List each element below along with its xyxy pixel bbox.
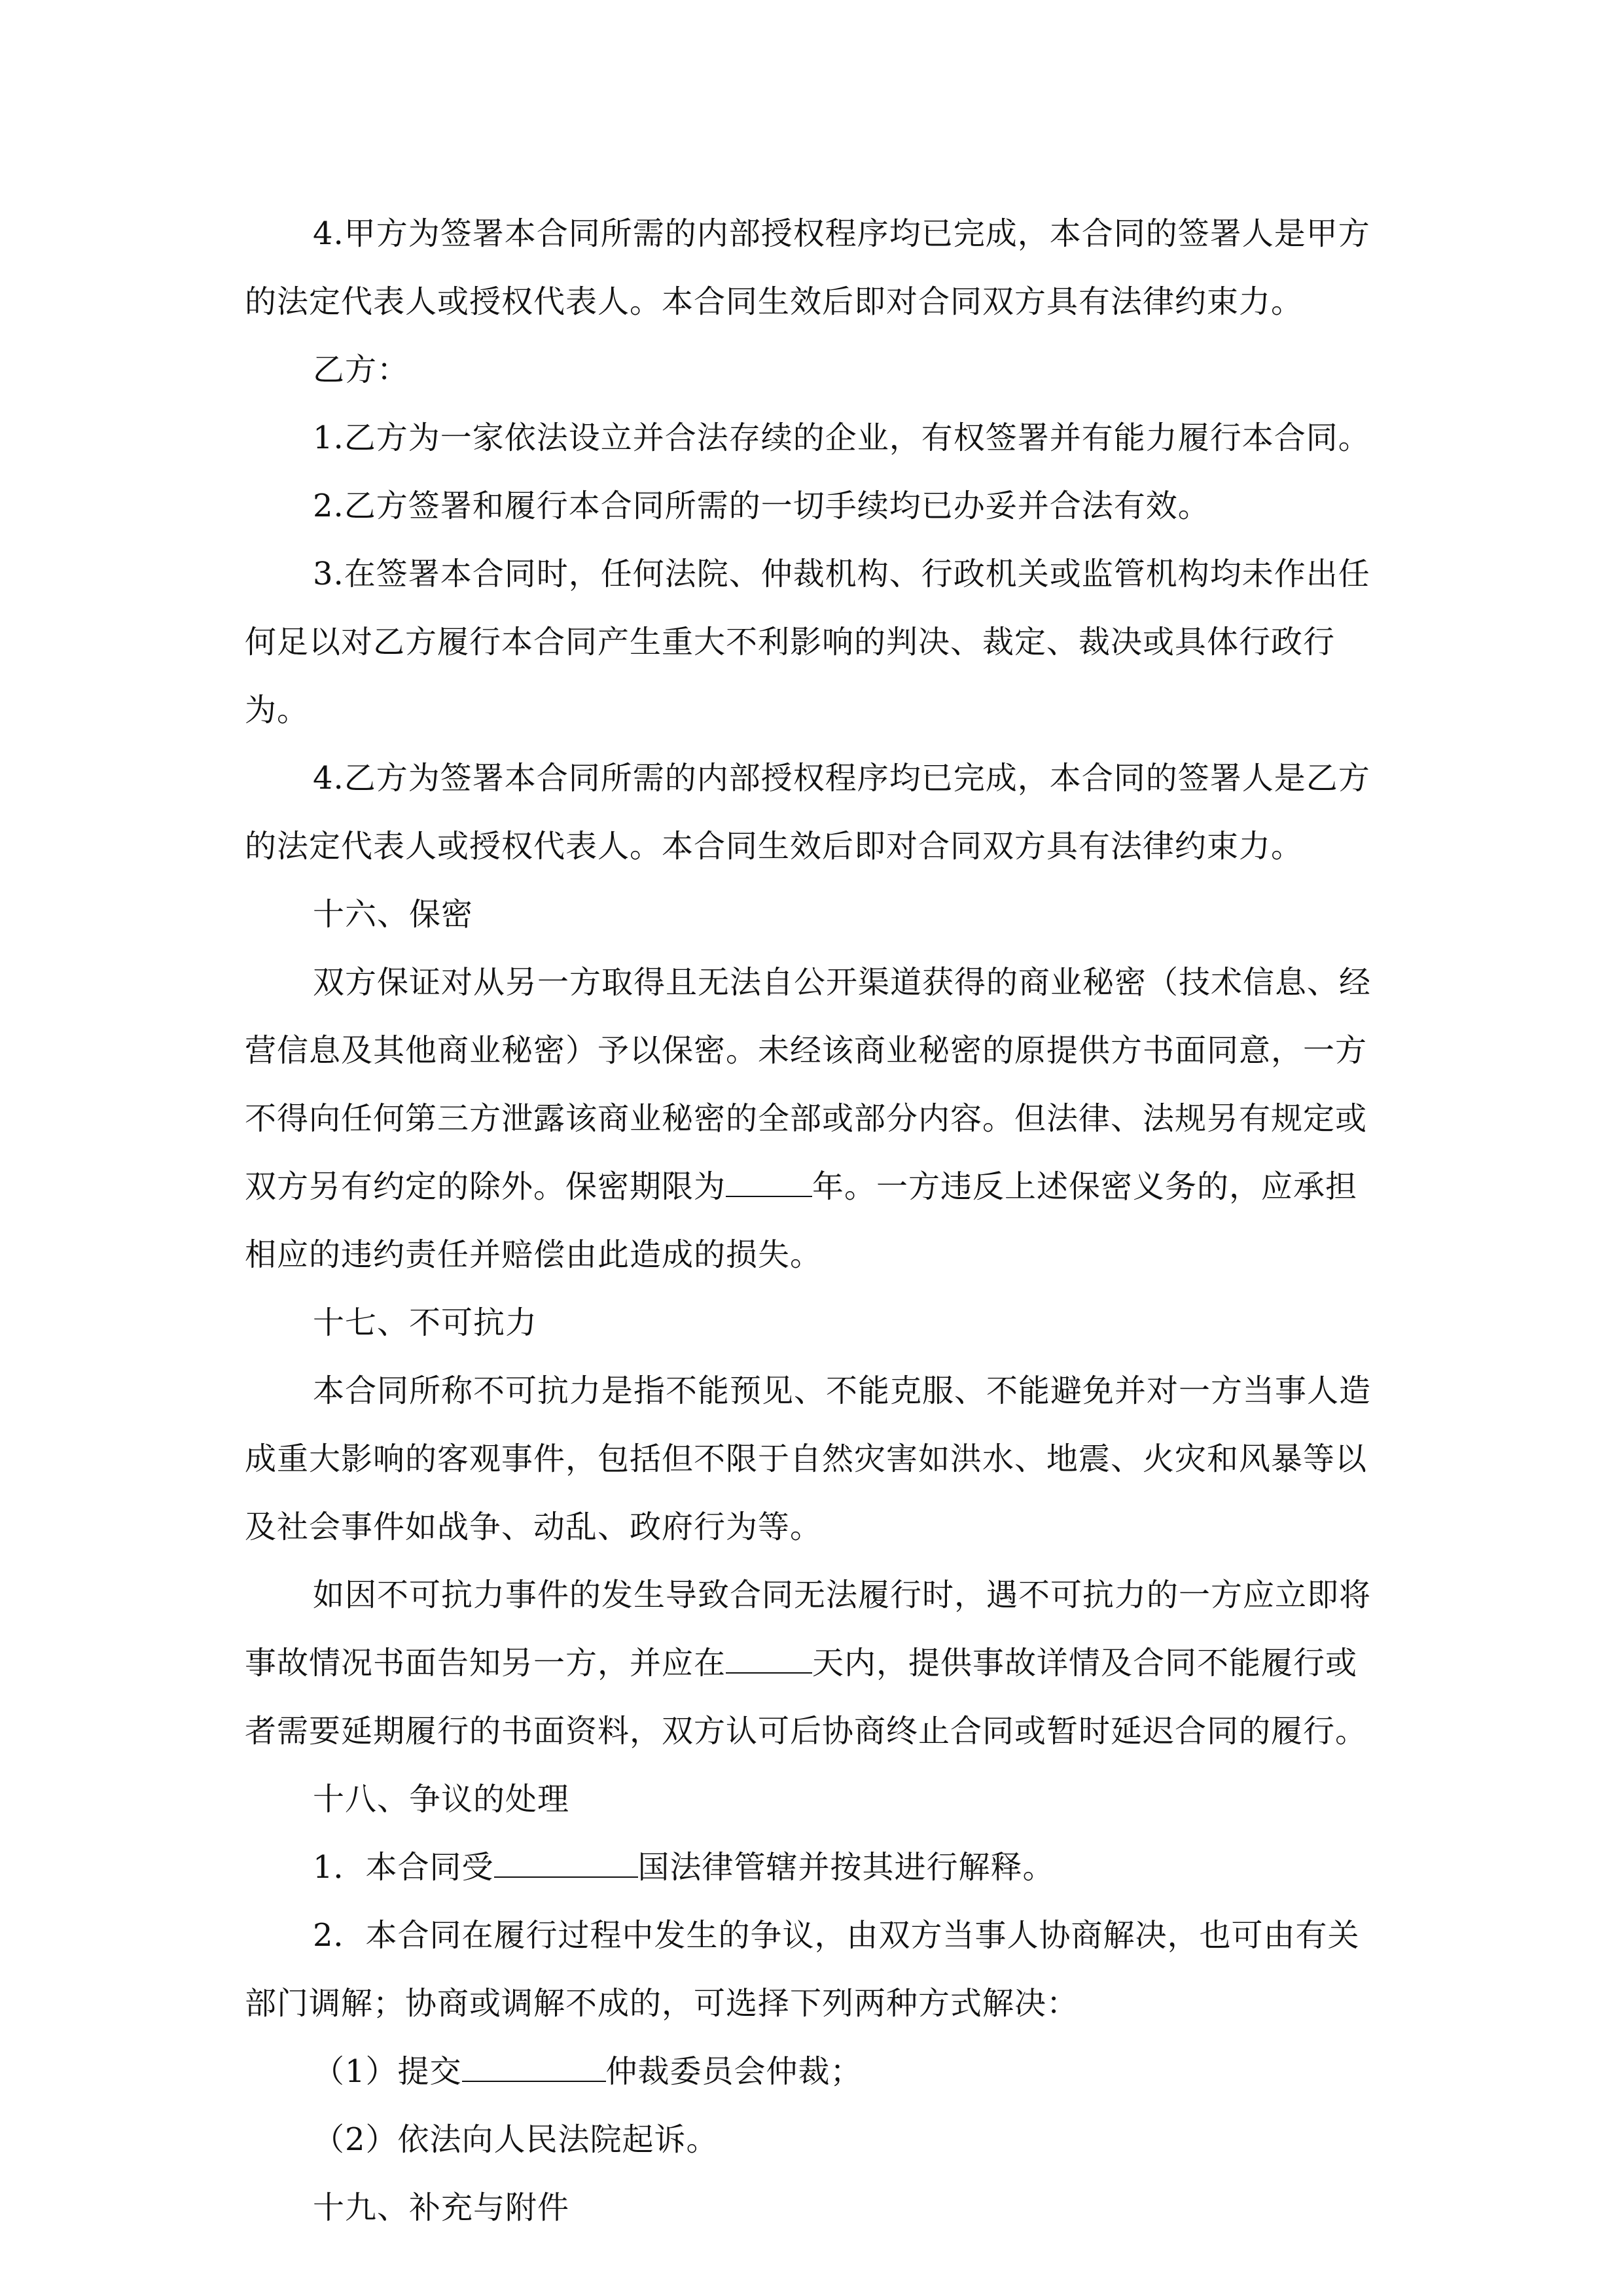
section-heading-force-majeure: 十七、不可抗力 [313, 1304, 538, 1341]
paragraph-dispute-option-1 [245, 2037, 1383, 2106]
paragraph-confidentiality [245, 948, 1383, 1289]
section-heading-supplement: 十九、补充与附件 [313, 2189, 570, 2226]
paragraph-party-b-clause-4: 4.乙方为签署本合同所需的内部授权程序均已完成，本合同的签署人是乙方的法定代表人或授权代表人。本合同生效后即对合同双方具有法律约束力。 [245, 760, 1370, 865]
confidentiality-text-after: 年。一方违反上述保密义务的，应承担相应的违约责任并赔偿由此造成的损失。 [245, 1168, 1358, 1273]
section-heading-confidentiality: 十六、保密 [313, 896, 474, 933]
force-majeure-text-before: 如因不可抗力事件的发生导致合同无法履行时，遇不可抗力的一方应立即将事故情况书面告知另一方，并应在 [245, 1577, 1372, 1681]
arbitration-commission-blank [462, 2054, 606, 2082]
document-body [245, 200, 1383, 2242]
confidentiality-period-blank [726, 1170, 812, 1197]
dispute-1-text-after: 国法律管辖并按其进行解释。 [637, 1849, 1055, 1886]
paragraph-dispute-1 [245, 1833, 1383, 1901]
paragraph-party-b-clause-3: 3.在签署本合同时，任何法院、仲裁机构、行政机关或监管机构均未作出任何足以对乙方履行本合同产生重大不利影响的判决、裁定、裁决或具体行政行为。 [245, 556, 1370, 728]
force-majeure-text-after: 天内，提供事故详情及合同不能履行或者需要延期履行的书面资料，双方认可后协商终止合同或暂时延迟合同的履行。 [245, 1645, 1368, 1749]
section-heading-dispute: 十八、争议的处理 [313, 1781, 570, 1818]
paragraph-party-b-clause-2: 2.乙方签署和履行本合同所需的一切手续均已办妥并合法有效。 [313, 488, 1210, 524]
paragraph-force-majeure-definition: 本合同所称不可抗力是指不能预见、不能克服、不能避免并对一方当事人造成重大影响的客观事件，包括但不限于自然灾害如洪水、地震、火灾和风暴等以及社会事件如战争、动乱、政府行为等。 [245, 1372, 1372, 1545]
paragraph-party-a-clause-4: 4.甲方为签署本合同所需的内部授权程序均已完成，本合同的签署人是甲方的法定代表人或授权代表人。本合同生效后即对合同双方具有法律约束力。 [245, 215, 1370, 320]
paragraph-party-b-clause-1: 1.乙方为一家依法设立并合法存续的企业，有权签署并有能力履行本合同。 [313, 420, 1370, 456]
governing-law-country-blank [494, 1850, 638, 1878]
paragraph-force-majeure-notice [245, 1561, 1383, 1765]
option-1-text-before: （1）提交 [313, 2053, 462, 2090]
paragraph-dispute-2: 2．本合同在履行过程中发生的争议，由双方当事人协商解决，也可由有关部门调解；协商或调解不成的，可选择下列两种方式解决： [245, 1917, 1360, 2022]
option-1-text-after: 仲裁委员会仲裁； [605, 2053, 863, 2090]
notice-days-blank [726, 1646, 812, 1674]
paragraph-party-b-heading: 乙方： [313, 351, 410, 388]
dispute-1-text-before: 1．本合同受 [313, 1849, 494, 1886]
paragraph-dispute-option-2: （2）依法向人民法院起诉。 [313, 2121, 719, 2158]
confidentiality-text-before: 双方保证对从另一方取得且无法自公开渠道获得的商业秘密（技术信息、经营信息及其他商业秘密）予以保密。未经该商业秘密的原提供方书面同意，一方不得向任何第三方泄露该商业秘密的全部或部分内容。但法律、法规另有规定或双方另有约定的除外。保密期限为 [245, 964, 1372, 1205]
